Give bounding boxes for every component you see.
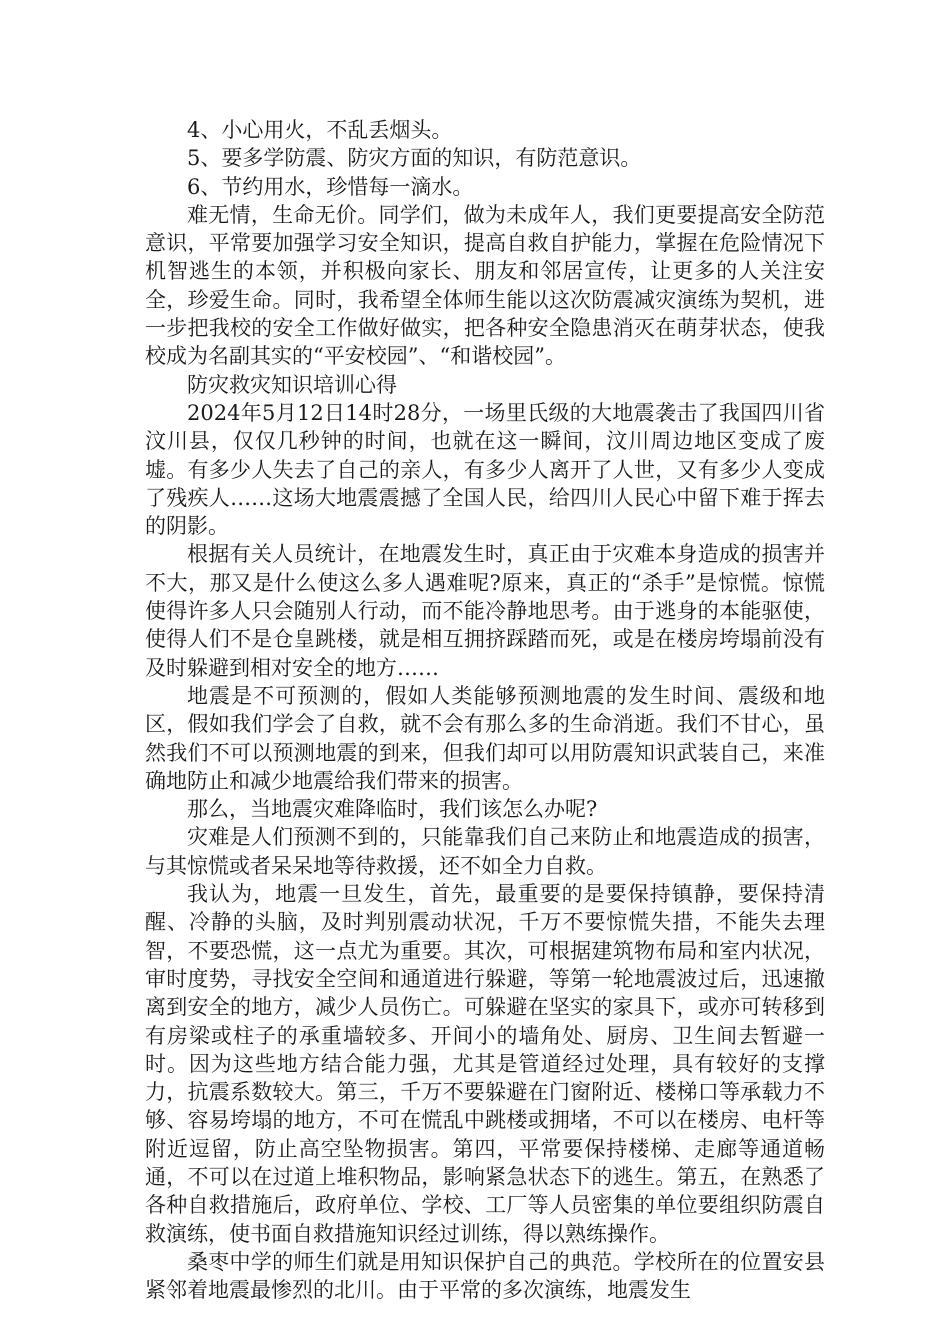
paragraph-sangzao-example: 桑枣中学的师生们就是用知识保护自己的典范。学校所在的位置安县紧邻着地震最惨烈的北川。由于平常的多次演练，地震发生 (145, 1249, 825, 1303)
paragraph-panic-cause: 根据有关人员统计，在地震发生时，真正由于灾难本身造成的损害并不大，那又是什么使这么多人遇难呢?原来，真正的“杀手”是惊慌。惊慌使得许多人只会随别人行动，而不能冷静地思考。由于逃身的本能驱使，使得人们不是仓皇跳楼，就是相互拥挤踩踏而死，或是在楼房垮塌前没有及时躲避到相对安全的地方…… (145, 542, 825, 680)
paragraph-self-rescue: 灾难是人们预测不到的，只能靠我们自己来防止和地震造成的损害，与其惊慌或者呆呆地等待救援，还不如全力自救。 (145, 825, 825, 878)
paragraph-question: 那么，当地震灾难降临时，我们该怎么办呢? (187, 797, 598, 822)
list-item-save-water: 6、节约用水，珍惜每一滴水。 (187, 174, 474, 199)
list-item-disaster-knowledge: 5、要多学防震、防灾方面的知识，有防范意识。 (187, 146, 642, 171)
section-title: 防灾救灾知识培训心得 (187, 372, 397, 397)
paragraph-earthquake-event: 2024年5月12日14时28分，一场里氏级的大地震袭击了我国四川省汶川县，仅仅几秒钟的时间，也就在这一瞬间，汶川周边地区变成了废墟。有多少人失去了自己的亲人，有多少人离开了人世，又有多少人变成了残疾人……这场大地震震撼了全国人民，给四川人民心中留下难于挥去的阴影。 (145, 400, 825, 539)
document-body (145, 116, 825, 1304)
paragraph-self-rescue-knowledge: 地震是不可预测的，假如人类能够预测地震的发生时间、震级和地区，假如我们学会了自救，就不会有那么多的生命消逝。我们不甘心，虽然我们不可以预测地震的到来，但我们却可以用防震知识武装自己，来准确地防止和减少地震给我们带来的损害。 (145, 683, 825, 793)
paragraph-measures: 我认为，地震一旦发生，首先，最重要的是要保持镇静，要保持清醒、冷静的头脑，及时判别震动状况，千万不要惊慌失措，不能失去理智，不要恐慌，这一点尤为重要。其次，可根据建筑物布局和室内状况，审时度势，寻找安全空间和通道进行躲避，等第一轮地震波过后，迅速撤离到安全的地方，减少人员伤亡。可躲避在坚实的家具下，或亦可转移到有房梁或柱子的承重墙较多、开间小的墙角处、厨房、卫生间去暂避一时。因为这些地方结合能力强，尤其是管道经过处理，具有较好的支撑力，抗震系数较大。第三，千万不要躲避在门窗附近、楼梯口等承载力不够、容易垮塌的地方，不可在慌乱中跳楼或拥堵，不可以在楼房、电杆等附近逗留，防止高空坠物损害。第四，平常要保持楼梯、走廊等通道畅通，不可以在过道上堆积物品，影响紧急状态下的逃生。第五，在熟悉了各种自救措施后，政府单位、学校、工厂等人员密集的单位要组织防震自救演练，使书面自救措施知识经过训练，得以熟练操作。 (145, 882, 825, 1246)
list-item-fire-safety: 4、小心用火，不乱丢烟头。 (187, 118, 453, 142)
paragraph-safety-awareness: 难无情，生命无价。同学们，做为未成年人，我们更要提高安全防范意识，平常要加强学习安全知识，提高自救自护能力，掌握在危险情况下机智逃生的本领，并积极向家长、朋友和邻居宣传，让更多的人关注安全，珍爱生命。同时，我希望全体师生能以这次防震减灾演练为契机，进一步把我校的安全工作做好做实，把各种安全隐患消灭在萌芽状态，使我校成为名副其实的“平安校园”、“和谐校园”。 (145, 202, 825, 369)
